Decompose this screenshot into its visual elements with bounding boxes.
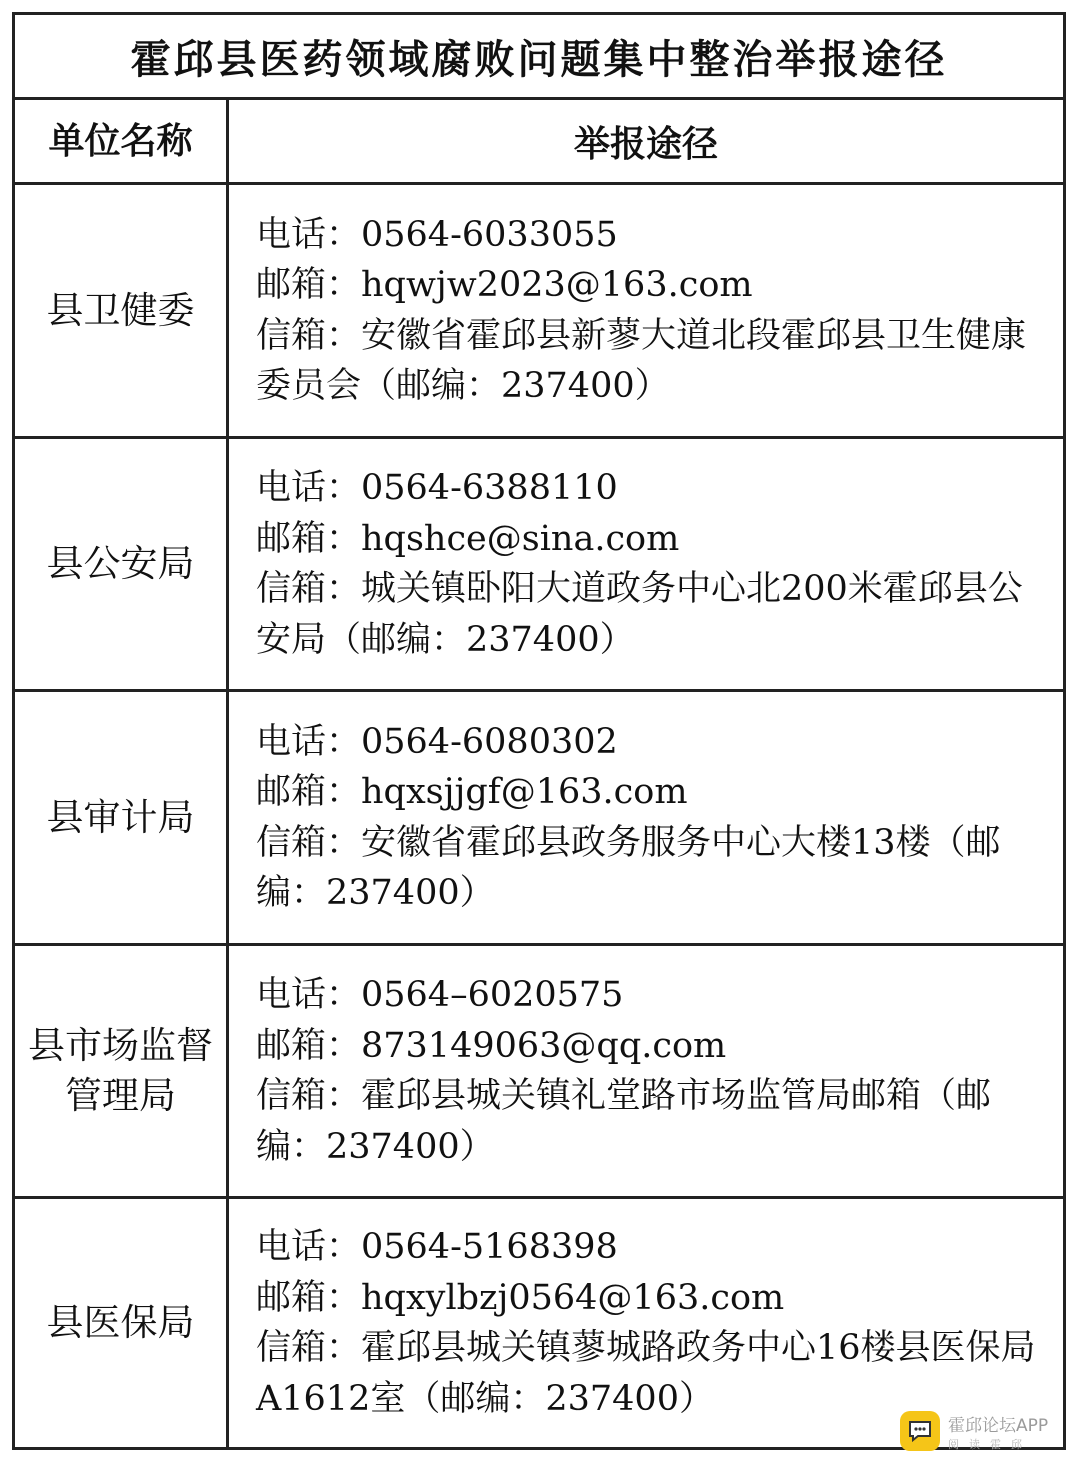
phone-text: 电话：0564-6033055 [256,214,618,255]
mailbox-text: 信箱：安徽省霍邱县政务服务中心大楼13楼（邮编：237400） [256,822,1001,913]
phone-text: 电话：0564-6080302 [256,721,618,762]
email-text: 邮箱：hqxylbzj0564@163.com [256,1277,785,1318]
email-text: 邮箱：hqxsjjgf@163.com [256,772,688,812]
email-text: 邮箱：hqwjw2023@163.com [256,265,753,305]
email-text: 邮箱：873149063@qq.com [256,1025,727,1066]
report-channel [229,946,1063,1196]
phone-text: 电话：0564–6020575 [256,975,624,1015]
mailbox-text: 信箱：霍邱县城关镇礼堂路市场监管局邮箱（邮编：237400） [256,1076,992,1167]
table-row [15,185,1063,439]
table-row [15,439,1063,692]
unit-name: 县医保局 [15,1199,229,1447]
chat-bubble-icon [900,1411,940,1451]
header-report-channel: 举报途径 [573,122,718,165]
report-channel [229,692,1063,943]
table-row [15,692,1063,946]
watermark-name: 霍邱论坛APP [948,1415,1049,1436]
report-channel [229,185,1063,436]
unit-name: 县审计局 [15,692,229,943]
mailbox-text: 信箱：安徽省霍邱县新蓼大道北段霍邱县卫生健康委员会（邮编：237400） [256,315,1027,406]
table-title: 霍邱县医药领域腐败问题集中整治举报途径 [15,15,1063,100]
report-channel [229,439,1063,689]
mailbox-text: 信箱：霍邱县城关镇蓼城路政务中心16楼县医保局A1612室（邮编：237400） [256,1328,1036,1419]
header-unit-name: 单位名称 [15,100,229,182]
mailbox-text: 信箱：城关镇卧阳大道政务中心北200米霍邱县公安局（邮编：237400） [256,569,1023,660]
phone-text: 电话：0564-5168398 [256,1227,618,1267]
watermark-subtitle: 阅读霍邱 [948,1437,1032,1451]
unit-name: 县公安局 [15,439,229,689]
phone-text: 电话：0564-6388110 [256,468,618,508]
unit-name: 县卫健委 [15,185,229,436]
reporting-channels-table [12,12,1066,1450]
unit-name: 县市场监督管理局 [15,946,229,1196]
table-row [15,946,1063,1199]
header-row [15,100,1063,185]
app-watermark [900,1408,1070,1454]
email-text: 邮箱：hqshce@sina.com [256,518,680,559]
